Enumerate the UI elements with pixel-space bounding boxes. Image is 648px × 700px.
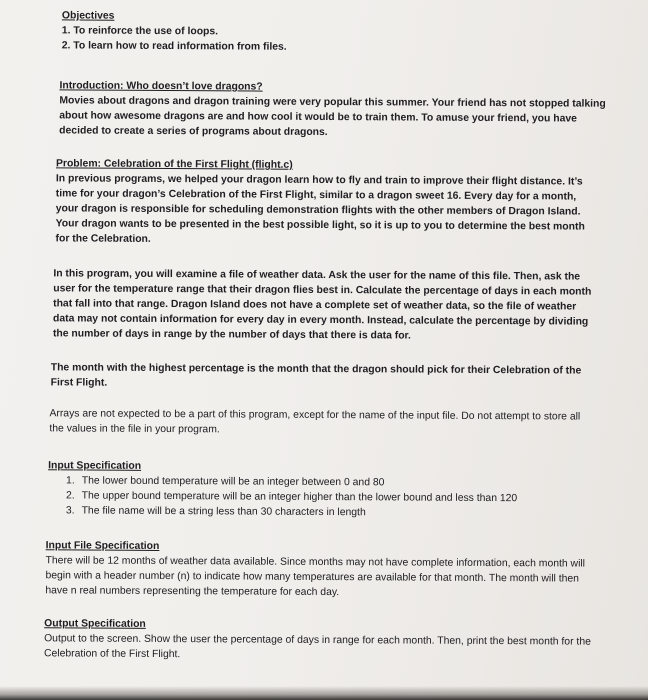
problem-paragraph-2: In this program, you will examine a file of weather data. Ask the user for the name of this file. Then, ask the user for the temperature range that their dragon flies best in. Calculate the percentage of days in each month that fall into that range. Dragon Island does not have a complete set of weather data, so the file of weather data may not contain information for every day in every month. Instead, calculate the percentage by dividing the number of days in range by the number of days that there is data for. <box>52 268 592 342</box>
output-spec-heading: Output Specification <box>44 618 146 630</box>
problem-paragraph-4: Arrays are not expected to be a part of this program, except for the name of the input file. Do not attempt to store all the values in the file in your program. <box>49 408 581 436</box>
list-item-text: The file name will be a string less than 30 characters in length <box>81 505 366 519</box>
introduction-section <box>59 78 607 141</box>
problem-paragraph-1: In previous programs, we helped your dragon learn how to fly and train to improve their flight distance. It’s time for your dragon’s Celebration of the First Flight, similar to a dragon sweet 16. Every day for a month, your dragon is responsible for scheduling demonstration flights with the other members of Dragon Island. Your dragon wants to be presented in the best possible light, so it is up to you to determine the best month for the Celebration. <box>55 173 585 245</box>
page-bottom-shadow <box>0 686 648 700</box>
input-spec-list <box>48 473 608 521</box>
problem-paragraph-4-block <box>49 406 594 439</box>
output-spec-section <box>44 616 592 664</box>
objectives-section <box>62 8 622 56</box>
input-file-spec-heading: Input File Specification <box>45 540 160 552</box>
introduction-heading: Introduction: Who doesn’t love dragons? <box>59 80 263 93</box>
objectives-heading: Objectives <box>61 10 115 22</box>
input-spec-heading: Input Specification <box>48 460 142 472</box>
input-file-spec-body: There will be 12 months of weather data available. Since months may not have complete information, each month will begin with a header number (n) to indicate how many temperatures are available for that month. The month will then have n real numbers representing the temperature for each day. <box>45 555 586 599</box>
list-item-number: 3. <box>65 505 75 517</box>
input-spec-section <box>48 458 608 521</box>
list-item-number: 1. <box>66 475 75 487</box>
input-file-spec-section <box>45 538 593 601</box>
problem-paragraph-2-block <box>53 266 598 344</box>
objective-item: 1. To reinforce the use of loops. <box>61 25 219 38</box>
problem-section <box>55 156 601 249</box>
output-spec-body: Output to the screen. Show the user the percentage of days in range for each month. Then, print the best month for the Celebration of the First Flight. <box>43 633 591 661</box>
list-item-number: 2. <box>65 490 75 502</box>
list-item-text: The upper bound temperature will be an integer higher than the lower bound and less than 120 <box>81 490 518 505</box>
problem-heading: Problem: Celebration of the First Flight (flight.c) <box>55 158 293 171</box>
problem-paragraph-3-block <box>51 360 596 393</box>
introduction-body: Movies about dragons and dragon training were very popular this summer. Your friend has not stopped talking about how awesome dragons are and how cool it would be to train them. To amuse your friend, you have decided to create a series of programs about dragons. <box>59 95 606 139</box>
list-item <box>66 503 608 521</box>
problem-paragraph-3: The month with the highest percentage is the month that the dragon should pick for their Celebration of the First Flight. <box>50 362 582 389</box>
list-item-text: The lower bound temperature will be an integer between 0 and 80 <box>81 475 385 489</box>
objective-item: 2. To learn how to read information from files. <box>61 40 287 53</box>
